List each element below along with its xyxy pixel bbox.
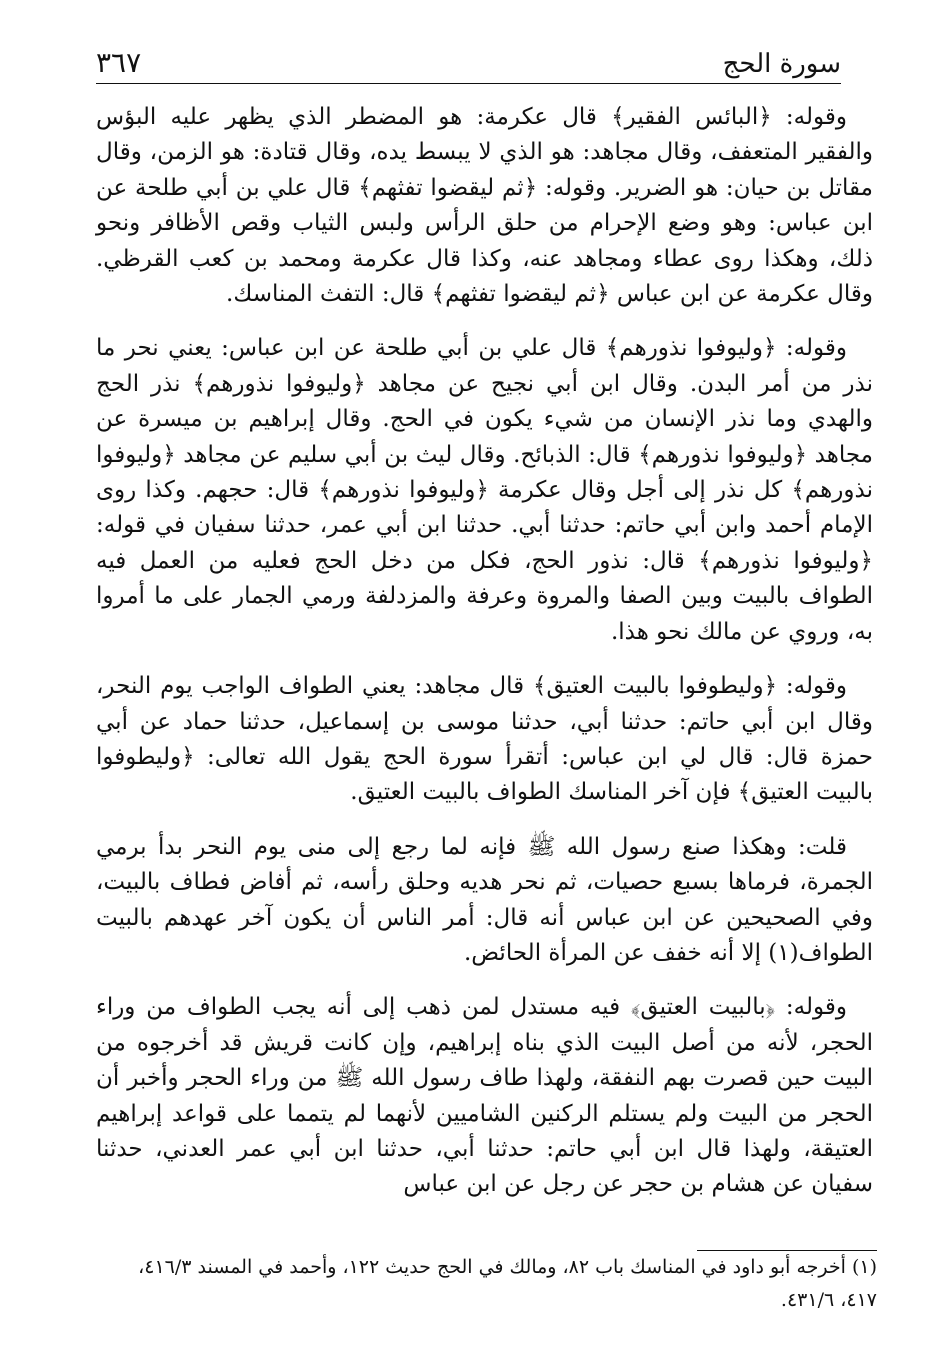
paragraph-4-text: قلت: وهكذا صنع رسول الله ﷺ فإنه لما رجع إلى منى يوم النحر بدأ برمي الجمرة، فرماها بسبع حصيات، ثم نحر هديه وحلق رأسه، ثم أفاض فطاف بالبيت، وفي الصحيحين عن ابن عباس أنه قال: أمر الناس أن يكون آخر عهدهم بالبيت الطواف(١) إلا أنه خفف عن المرأة الحائض. [96, 833, 873, 966]
footnote-1: (١) أخرجه أبو داود في المناسك باب ٨٢، ومالك في الحج حديث ١٢٢، وأحمد في المسند ٤١٦/٣، ٤١٧، ٤٣١/٦. [138, 1256, 877, 1311]
paragraph-3-text: وقوله: ﴿وليطوفوا بالبيت العتيق﴾ قال مجاهد: يعني الطواف الواجب يوم النحر، وقال ابن أبي حاتم: حدثنا أبي، حدثنا موسى بن إسماعيل، حدثنا حماد عن أبي حمزة قال: قال لي ابن عباس: أتقرأ سورة الحج يقول الله تعالى: ﴿وليطوفوا بالبيت العتيق﴾ فإن آخر المناسك الطواف بالبيت العتيق. [96, 673, 873, 806]
body-text [96, 100, 873, 1222]
footnotes [96, 1250, 877, 1317]
page-header [96, 40, 841, 84]
surah-title: سورة الحج [722, 49, 841, 79]
paragraph-3 [96, 669, 873, 811]
paragraph-5 [96, 990, 873, 1202]
paragraph-1-text: وقوله: ﴿البائس الفقير﴾ قال عكرمة: هو المضطر الذي يظهر عليه البؤس والفقير المتعفف، وقال مجاهد: هو الذي لا يبسط يده، وقال قتادة: هو الزمن، وقال مقاتل بن حيان: هو الضرير. وقوله: ﴿ثم ليقضوا تفثهم﴾ قال علي بن أبي طلحة عن ابن عباس: وهو وضع الإحرام من حلق الرأس ولبس الثياب وقص الأظافر ونحو ذلك، وهكذا روى عطاء ومجاهد عنه، وكذا قال عكرمة ومحمد بن كعب القرظي. وقال عكرمة عن ابن عباس ﴿ثم ليقضوا تفثهم﴾ قال: التفث المناسك. [96, 104, 873, 308]
paragraph-4 [96, 830, 873, 972]
page-number: ٣٦٧ [96, 46, 142, 79]
paragraph-2-text: وقوله: ﴿وليوفوا نذورهم﴾ قال علي بن أبي طلحة عن ابن عباس: يعني نحر ما نذر من أمر البدن. وقال ابن أبي نجيح عن مجاهد ﴿وليوفوا نذورهم﴾ نذر الحج والهدي وما نذر الإنسان من شيء يكون في الحج. وقال إبراهيم بن ميسرة عن مجاهد ﴿وليوفوا نذورهم﴾ قال: الذبائح. وقال ليث بن أبي سليم عن مجاهد ﴿وليوفوا نذورهم﴾ كل نذر إلى أجل وقال عكرمة ﴿وليوفوا نذورهم﴾ قال: حجهم. وكذا روى الإمام أحمد وابن أبي حاتم: حدثنا أبي. حدثنا ابن أبي عمر، حدثنا سفيان في قوله: ﴿وليوفوا نذورهم﴾ قال: نذور الحج، فكل من دخل الحج فعليه من العمل فيه الطواف بالبيت وبين الصفا والمروة وعرفة والمزدلفة ورمي الجمار على ما أمروا به، وروي عن مالك نحو هذا. [96, 335, 873, 645]
paragraph-5-text: وقوله: ﴿بالبيت العتيق﴾ فيه مستدل لمن ذهب إلى أنه يجب الطواف من وراء الحجر، لأنه من أصل البيت الذي بناه إبراهيم، وإن كانت قريش قد أخرجوه من البيت حين قصرت بهم النفقة، ولهذا طاف رسول الله ﷺ من وراء الحجر وأخبر أن الحجر من البيت ولم يستلم الركنين الشاميين لأنهما لم يتمما على قواعد إبراهيم العتيقة، ولهذا قال ابن أبي حاتم: حدثنا أبي، حدثنا ابن أبي عمر العدني، حدثنا سفيان عن هشام بن حجر عن رجل عن ابن عباس [96, 994, 873, 1198]
paragraph-2 [96, 331, 873, 650]
paragraph-1 [96, 100, 873, 312]
